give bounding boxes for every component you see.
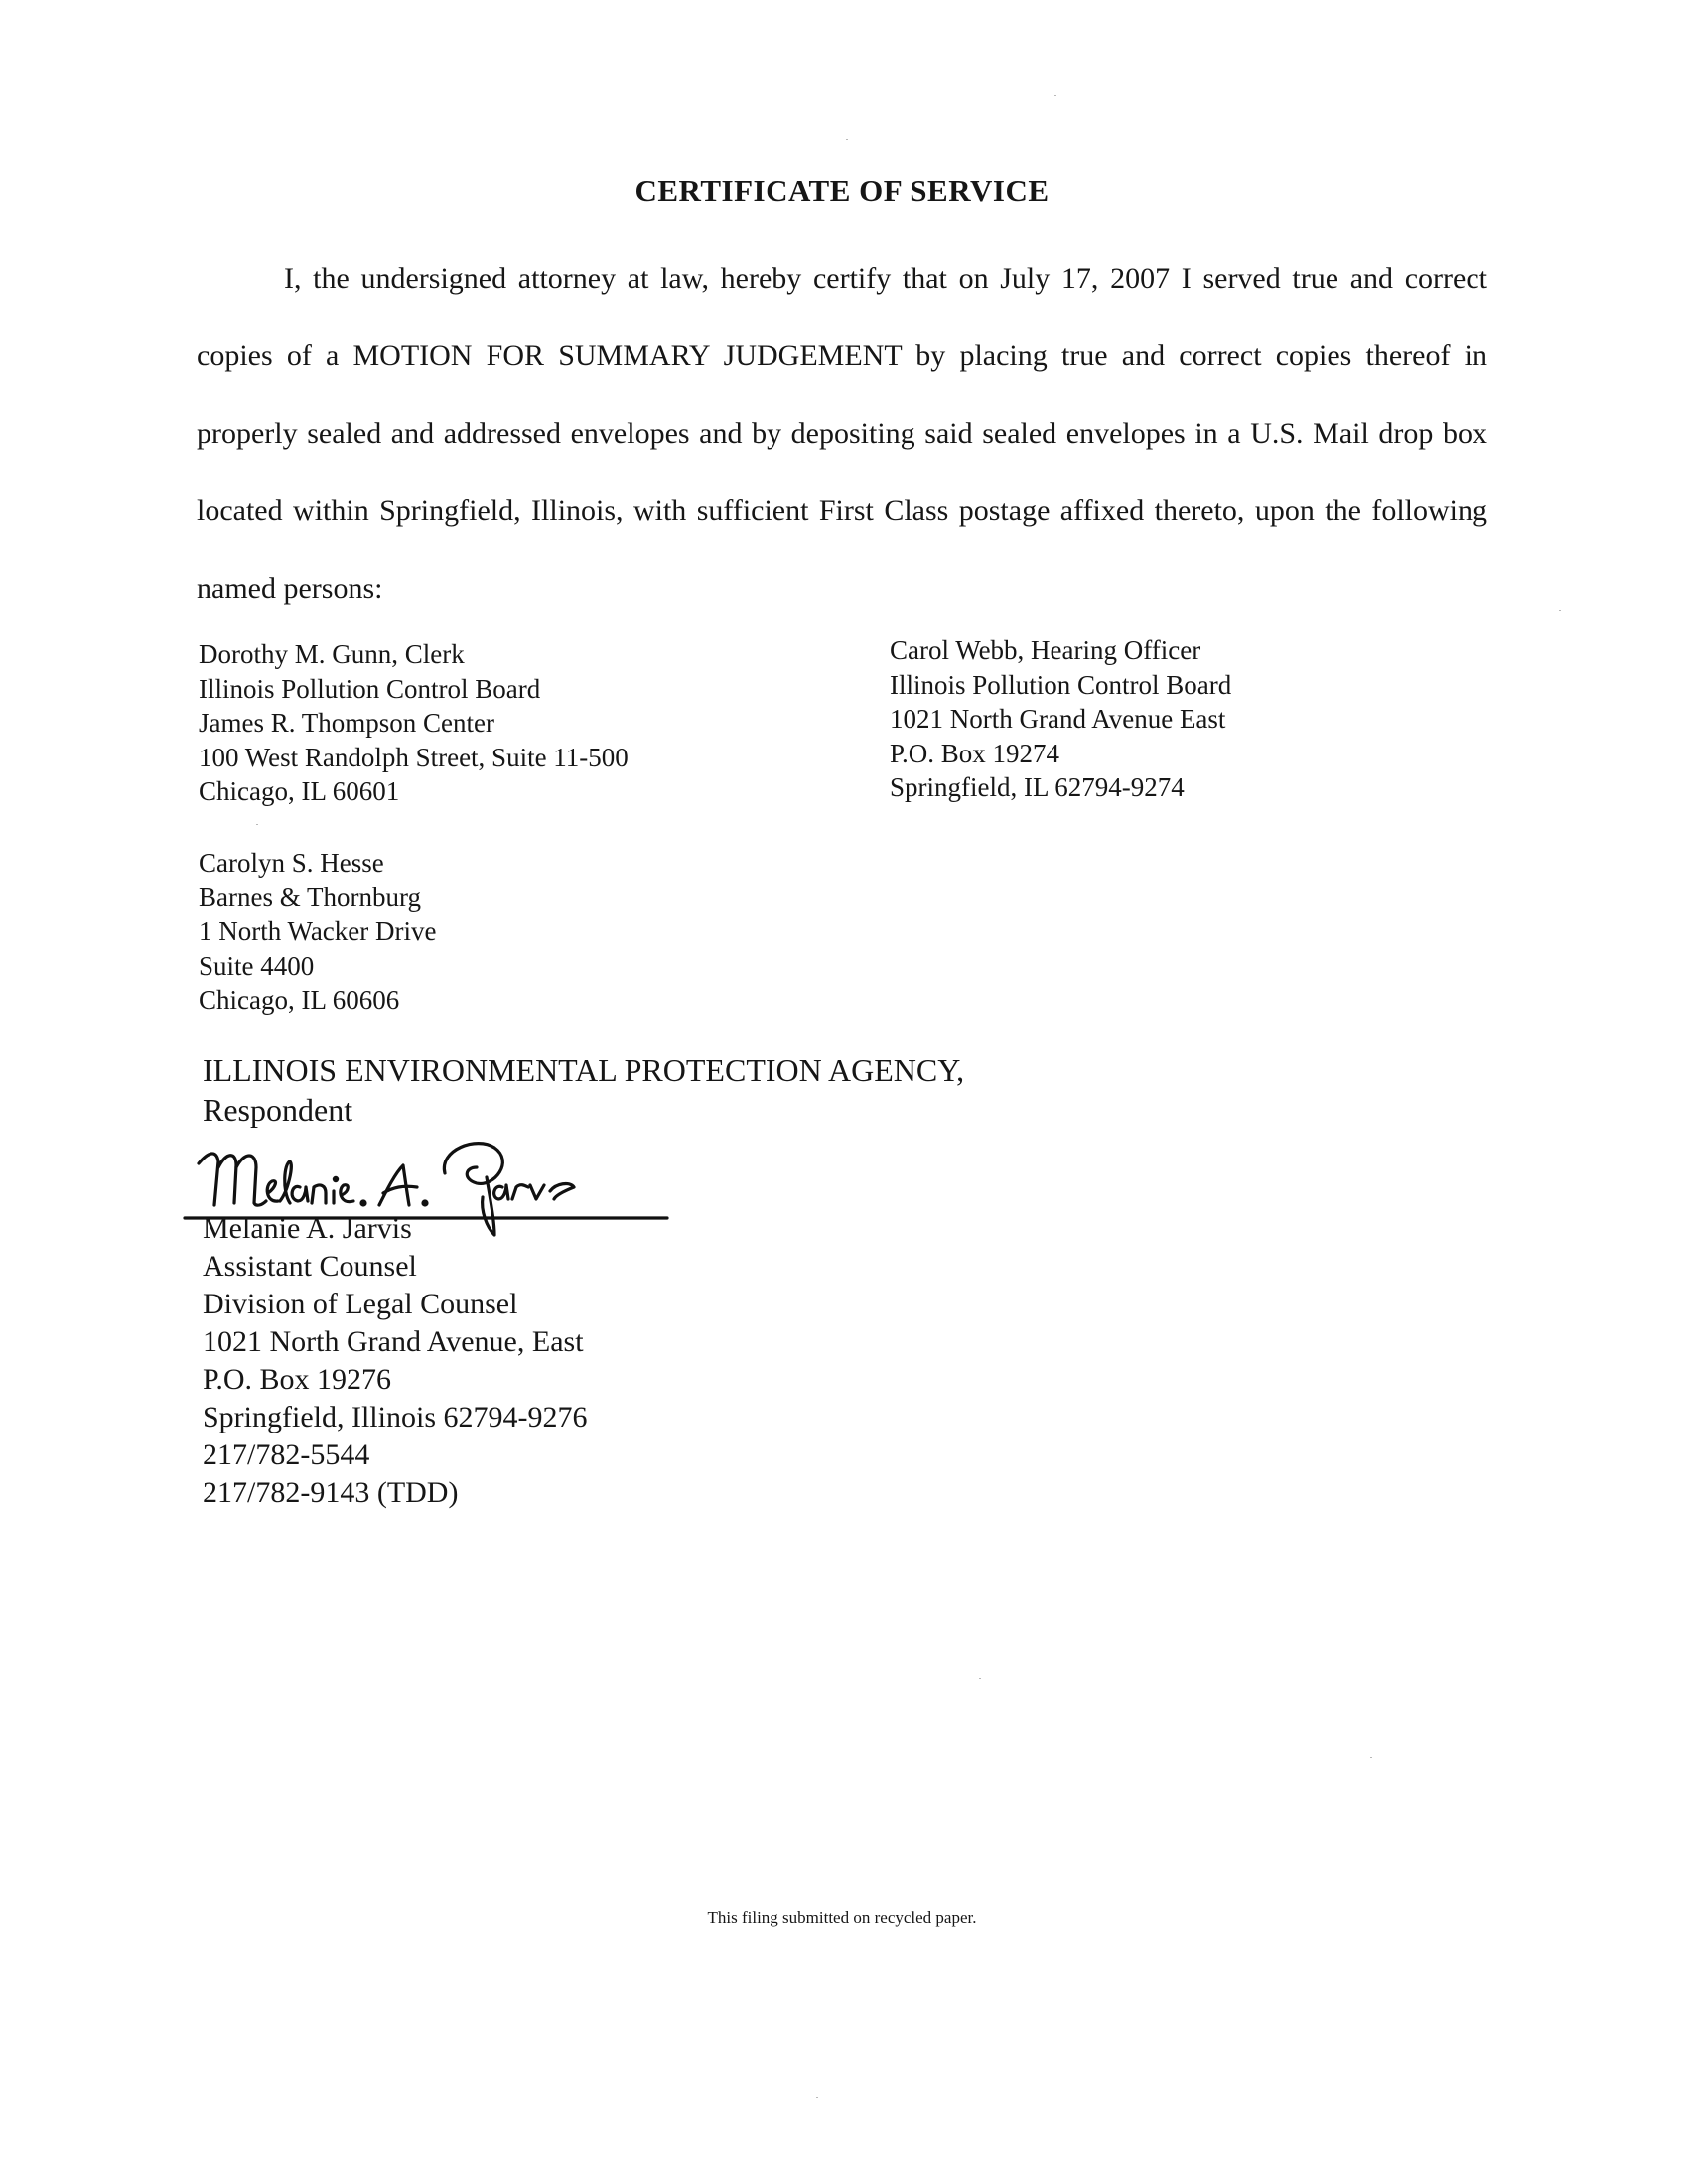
signer-phone: 217/782-5544 — [203, 1438, 370, 1471]
signer-block — [203, 1210, 587, 1512]
recipient-address-clerk — [199, 637, 629, 809]
address-line: 100 West Randolph Street, Suite 11-500 — [199, 742, 629, 772]
scan-speck — [979, 1678, 981, 1679]
address-line: 1 North Wacker Drive — [199, 916, 437, 946]
address-line: James R. Thompson Center — [199, 708, 494, 738]
address-line: Chicago, IL 60606 — [199, 985, 400, 1015]
address-line: Illinois Pollution Control Board — [199, 673, 541, 704]
scan-speck — [816, 2097, 818, 2098]
agency-block — [203, 1050, 964, 1130]
footer-note: This filing submitted on recycled paper. — [707, 1908, 977, 1927]
scan-speck — [846, 139, 848, 140]
signer-title: Assistant Counsel — [203, 1250, 417, 1283]
address-line: Carolyn S. Hesse — [199, 848, 384, 878]
address-line: P.O. Box 19274 — [890, 738, 1060, 768]
signer-division: Division of Legal Counsel — [203, 1288, 518, 1320]
address-line: Springfield, IL 62794-9274 — [890, 772, 1185, 802]
scan-speck — [1054, 95, 1056, 96]
signer-po-box: P.O. Box 19276 — [203, 1363, 392, 1396]
address-line: Suite 4400 — [199, 950, 315, 981]
agency-name: ILLINOIS ENVIRONMENTAL PROTECTION AGENCY, — [203, 1052, 965, 1088]
scan-speck — [1559, 610, 1561, 611]
page-title: CERTIFICATE OF SERVICE — [634, 173, 1050, 207]
recipient-address-hearing-officer — [890, 633, 1231, 805]
scan-speck — [1370, 1757, 1372, 1758]
agency-role: Respondent — [203, 1092, 353, 1128]
address-line: Barnes & Thornburg — [199, 882, 421, 912]
signer-name: Melanie A. Jarvis — [203, 1212, 412, 1245]
signer-street: 1021 North Grand Avenue, East — [203, 1325, 584, 1358]
scan-speck — [256, 824, 258, 825]
address-line: Illinois Pollution Control Board — [890, 669, 1232, 700]
address-line: Chicago, IL 60601 — [199, 776, 400, 806]
address-line: Dorothy M. Gunn, Clerk — [199, 639, 465, 669]
recipient-address-counsel — [199, 846, 437, 1018]
signer-tdd: 217/782-9143 (TDD) — [203, 1476, 459, 1509]
signer-city: Springfield, Illinois 62794-9276 — [203, 1401, 588, 1433]
address-line: 1021 North Grand Avenue East — [890, 704, 1226, 734]
certificate-body: I, the undersigned attorney at law, hereby certify that on July 17, 2007 I served true and correct copies of a MOTION FOR SUMMARY JUDGEMENT by placing true and correct copies thereof in properly sealed and addressed envelopes and by depositing said sealed envelopes in a U.S. Mail drop box located within Springfield, Illinois, with sufficient First Class postage affixed thereto, upon the following named persons: — [197, 262, 1487, 605]
address-line: Carol Webb, Hearing Officer — [890, 635, 1201, 665]
